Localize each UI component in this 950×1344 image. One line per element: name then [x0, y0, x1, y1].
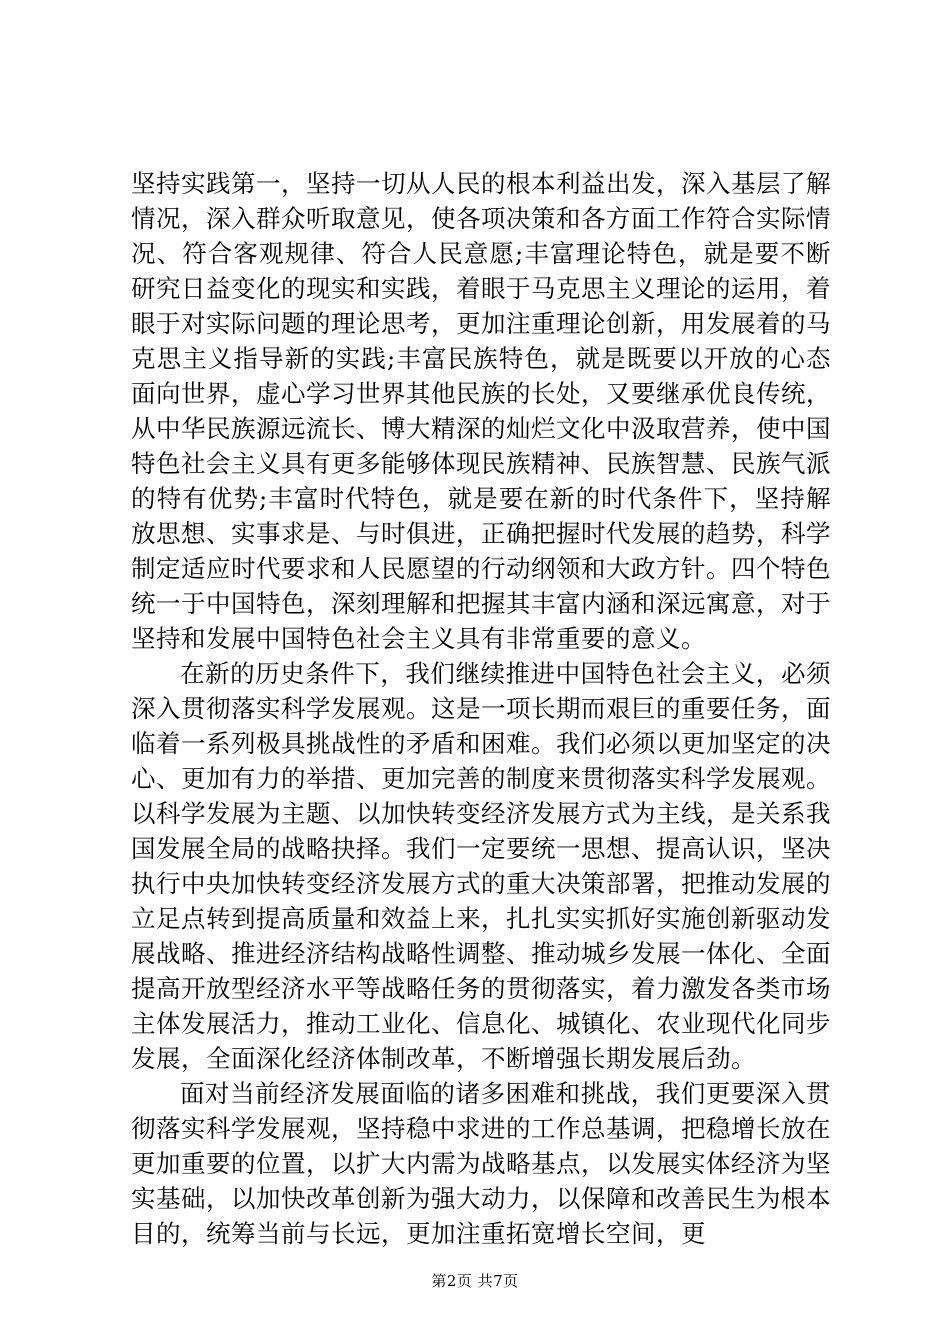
paragraph-scientific-development: 在新的历史条件下，我们继续推进中国特色社会主义，必须深入贯彻落实科学发展观。这是一项长期而艰巨的重要任务，面临着一系列极具挑战性的矛盾和困难。我们必须以更加坚定的决心、更加有力的举措、更加完善的制度来贯彻落实科学发展观。以科学发展为主题、以加快转变经济发展方式为主线，是关系我国发展全局的战略抉择。我们一定要统一思想、提高认识，坚决执行中央加快转变经济发展方式的重大决策部署，把推动发展的立足点转到提高质量和效益上来，扎扎实实抓好实施创新驱动发展战略、推进经济结构战略性调整、推动城乡发展一体化、全面提高开放型经济水平等战略任务的贯彻落实，着力激发各类市场主体发展活力，推动工业化、信息化、城镇化、农业现代化同步发展，全面深化经济体制改革，不断增强长期发展后劲。 — [131, 659, 831, 1073]
document-body — [131, 166, 831, 1251]
paragraph-economic-challenges: 面对当前经济发展面临的诸多困难和挑战，我们更要深入贯彻落实科学发展观，坚持稳中求进的工作总基调，把稳增长放在更加重要的位置，以扩大内需为战略基点，以发展实体经济为坚实基础，以加快改革创新为强大动力，以保障和改善民生为根本目的，统筹当前与长远，更加注重拓宽增长空间，更 — [131, 1079, 831, 1248]
page-number-footer: 第2页 共7页 — [431, 1272, 519, 1290]
paragraph-continuation: 坚持实践第一，坚持一切从人民的根本利益出发，深入基层了解情况，深入群众听取意见，使各项决策和各方面工作符合实际情况、符合客观规律、符合人民意愿;丰富理论特色，就是要不断研究日益变化的现实和实践，着眼于马克思主义理论的运用，着眼于对实际问题的理论思考，更加注重理论创新，用发展着的马克思主义指导新的实践;丰富民族特色，就是既要以开放的心态面向世界，虚心学习世界其他民族的长处，又要继承优良传统，从中华民族源远流长、博大精深的灿烂文化中汲取营养，使中国特色社会主义具有更多能够体现民族精神、民族智慧、民族气派的特有优势;丰富时代特色，就是要在新的时代条件下，坚持解放思想、实事求是、与时俱进，正确把握时代发展的趋势，科学制定适应时代要求和人民愿望的行动纲领和大政方针。四个特色统一于中国特色，深刻理解和把握其丰富内涵和深远寓意，对于坚持和发展中国特色社会主义具有非常重要的意义。 — [131, 169, 831, 653]
